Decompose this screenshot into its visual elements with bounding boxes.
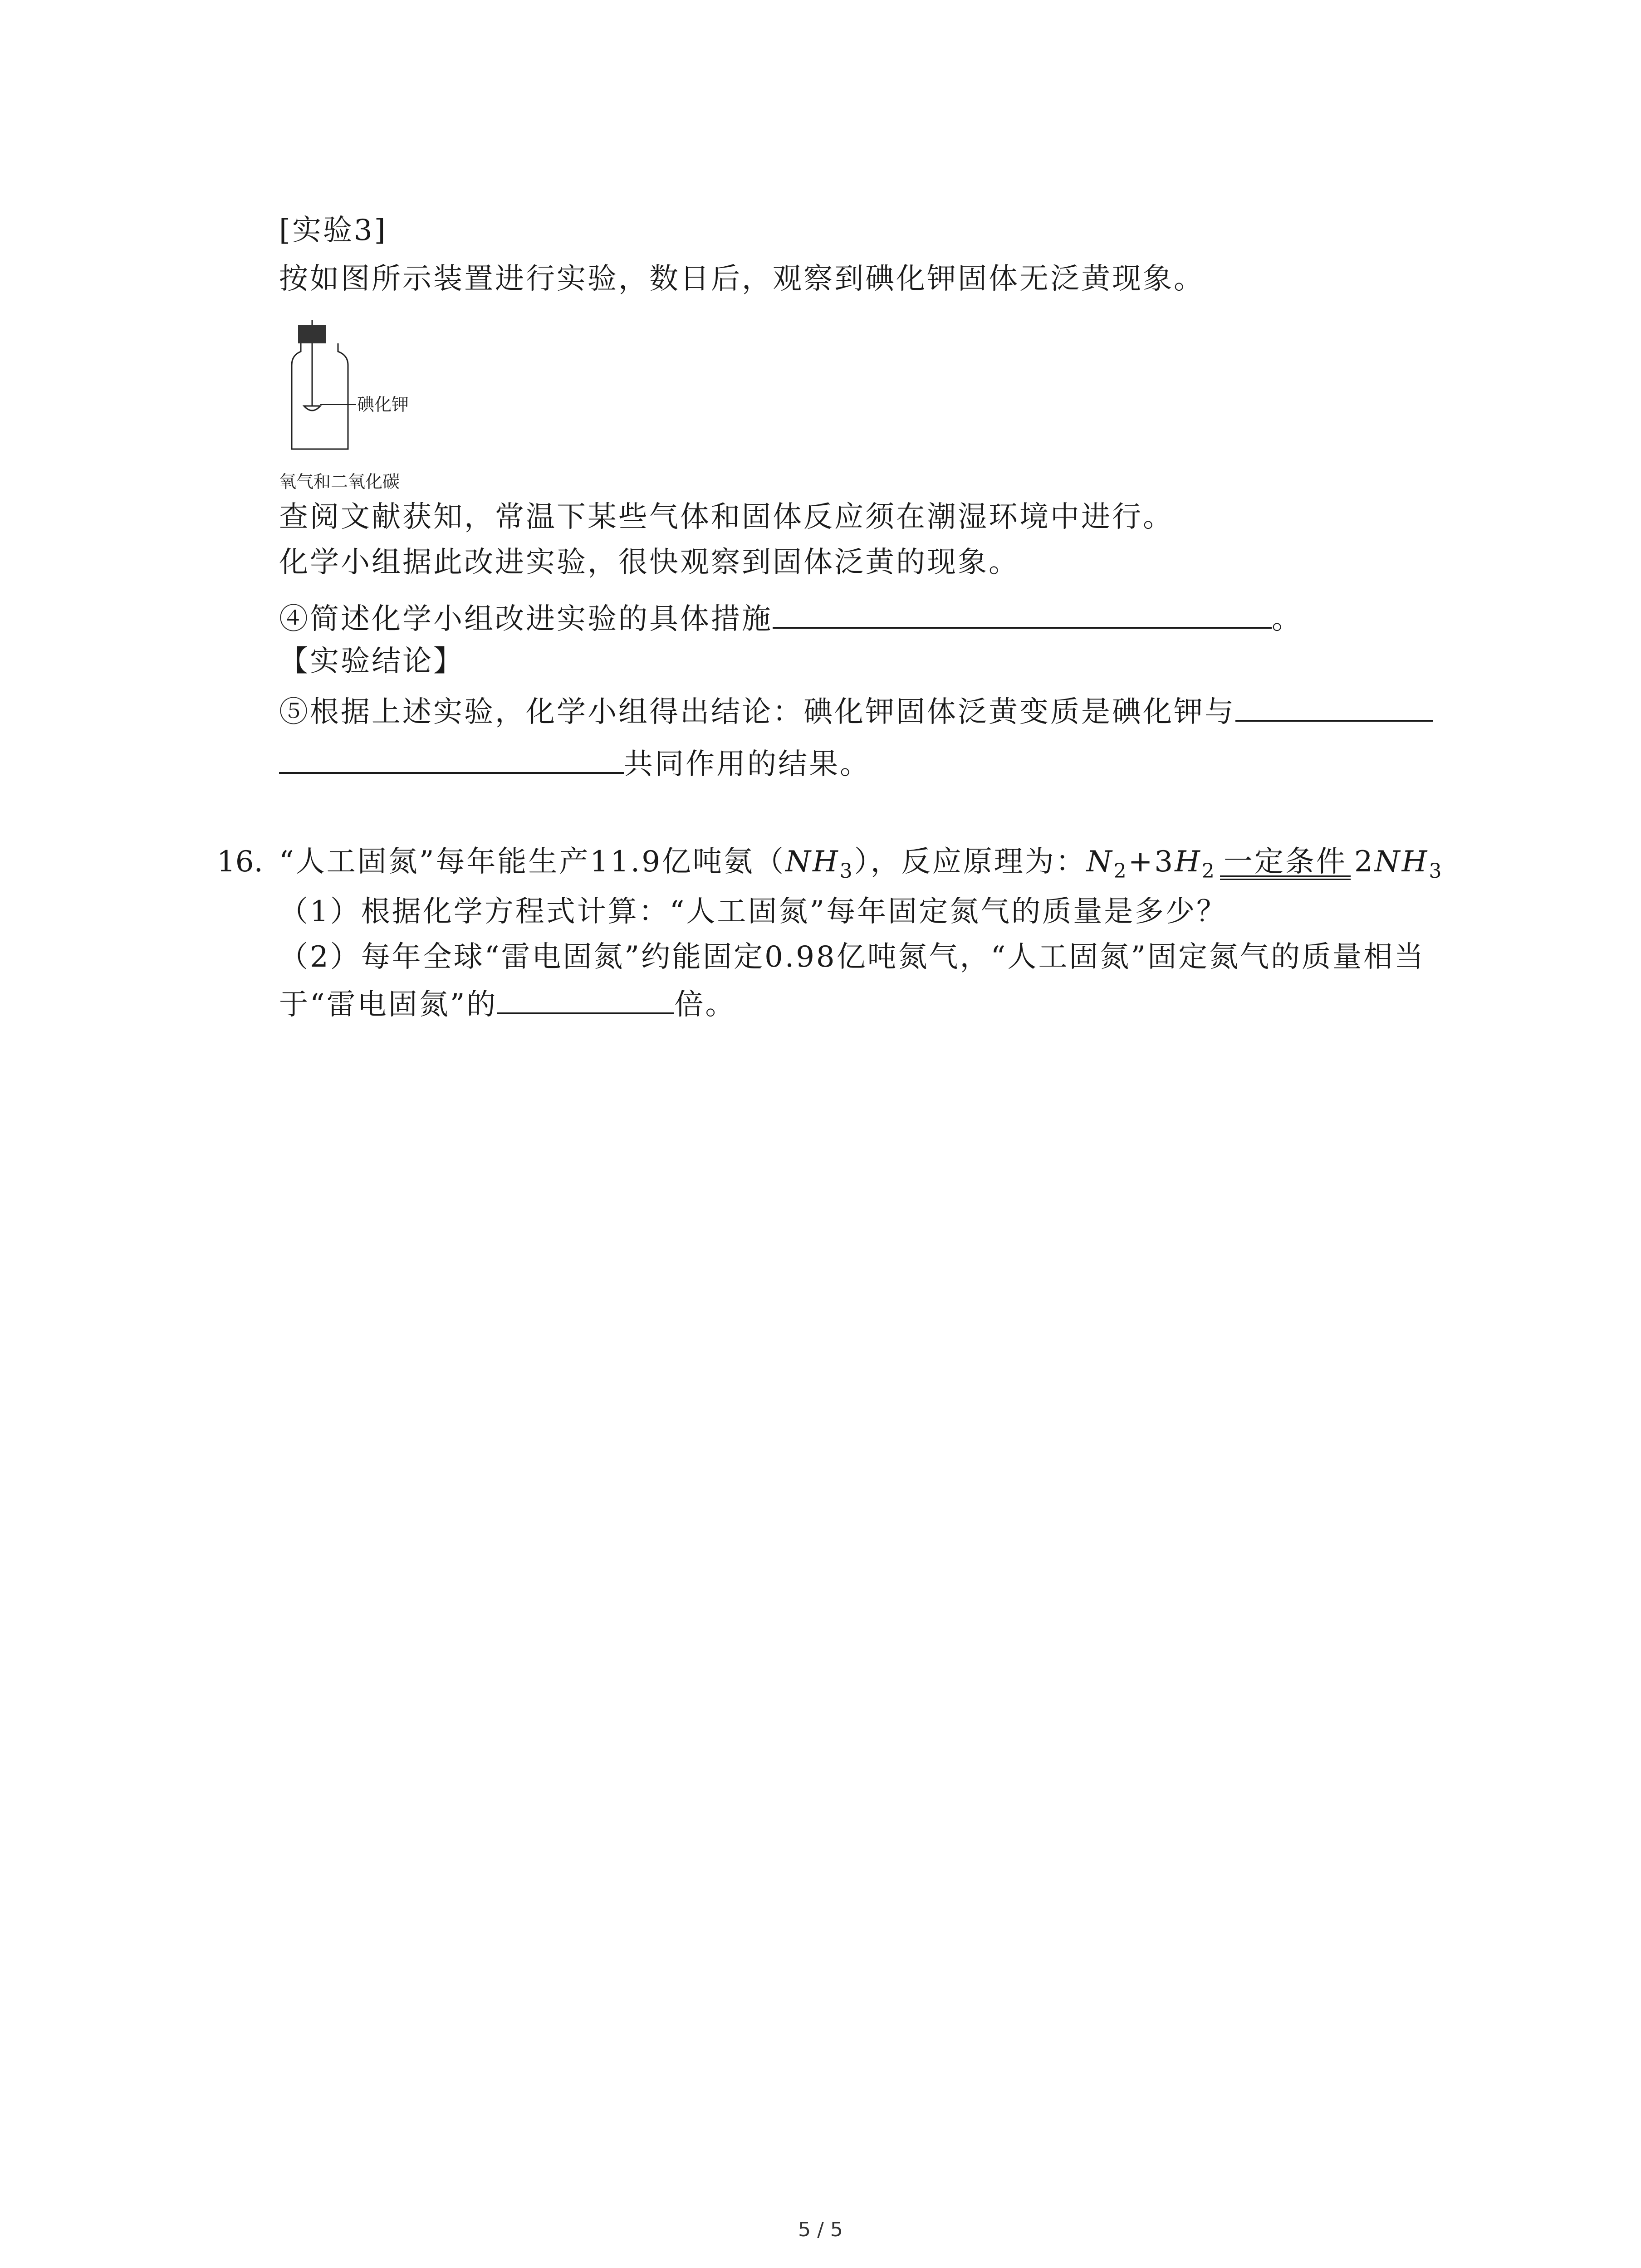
- improvement-note: 化学小组据此改进实验，很快观察到固体泛黄的现象。: [279, 546, 1019, 579]
- question-5-cont: [279, 744, 871, 782]
- subscript: 3: [1429, 860, 1444, 883]
- bottle-outline: [292, 343, 348, 449]
- bottle-apparatus-figure: [279, 320, 479, 492]
- stem-text: ），反应原理为：: [854, 845, 1087, 879]
- gas-label: 氧气和二氧化碳: [279, 472, 400, 492]
- question-4-text: ④简述化学小组改进实验的具体措施: [279, 602, 773, 636]
- reaction-condition: 一定条件: [1220, 848, 1351, 880]
- question-4: [279, 599, 1303, 637]
- formula-nh3: NH: [785, 845, 840, 879]
- subscript: 3: [839, 860, 854, 883]
- question-5-text: ⑤根据上述实验，化学小组得出结论：碘化钾固体泛黄变质是碘化钾与: [279, 695, 1235, 729]
- experiment-3-intro: 按如图所示装置进行实验，数日后，观察到碘化钾固体无泛黄现象。: [279, 262, 1205, 296]
- question-5-end: 共同作用的结果。: [624, 748, 871, 781]
- conclusion-heading: 【实验结论】: [279, 645, 464, 678]
- formula-h2: H: [1175, 845, 1202, 879]
- coefficient: 2: [1354, 845, 1375, 879]
- subscript: 2: [1113, 860, 1128, 883]
- part-2-text: 于“雷电固氮”的: [279, 988, 498, 1022]
- bottle-stopper: [298, 325, 326, 343]
- question-16-part-2: （2）每年全球“雷电固氮”约能固定0.98亿吨氮气，“人工固氮”固定氮气的质量相当: [279, 940, 1425, 974]
- formula-n2: N: [1086, 845, 1114, 879]
- answer-blank-5b[interactable]: [279, 744, 624, 774]
- answer-blank-5a[interactable]: [1235, 692, 1433, 722]
- stem-text: “人工固氮”每年能生产11.9亿吨氨（: [279, 845, 785, 879]
- subscript: 2: [1201, 860, 1216, 883]
- literature-note: 查阅文献获知，常温下某些气体和固体反应须在潮湿环境中进行。: [279, 500, 1174, 534]
- question-4-end: 。: [1272, 602, 1303, 636]
- question-5: [279, 692, 1433, 730]
- question-16-part-2-cont: [279, 984, 736, 1023]
- ki-label: 碘化钾: [357, 395, 409, 415]
- plus-coefficient: +3: [1128, 845, 1175, 879]
- answer-blank-4[interactable]: [773, 599, 1272, 629]
- experiment-3-heading: [实验3]: [279, 214, 387, 247]
- question-16-part-1: （1）根据化学方程式计算：“人工固氮”每年固定氮气的质量是多少？: [279, 895, 1228, 929]
- answer-blank-16[interactable]: [497, 984, 674, 1014]
- spoon-with-ki: [304, 406, 320, 411]
- page-number: 5 / 5: [798, 2218, 843, 2241]
- question-16-stem: [279, 844, 1443, 890]
- question-16-number: 16.: [217, 845, 263, 879]
- formula-nh3-product: NH: [1374, 845, 1429, 879]
- part-2-end: 倍。: [674, 988, 736, 1022]
